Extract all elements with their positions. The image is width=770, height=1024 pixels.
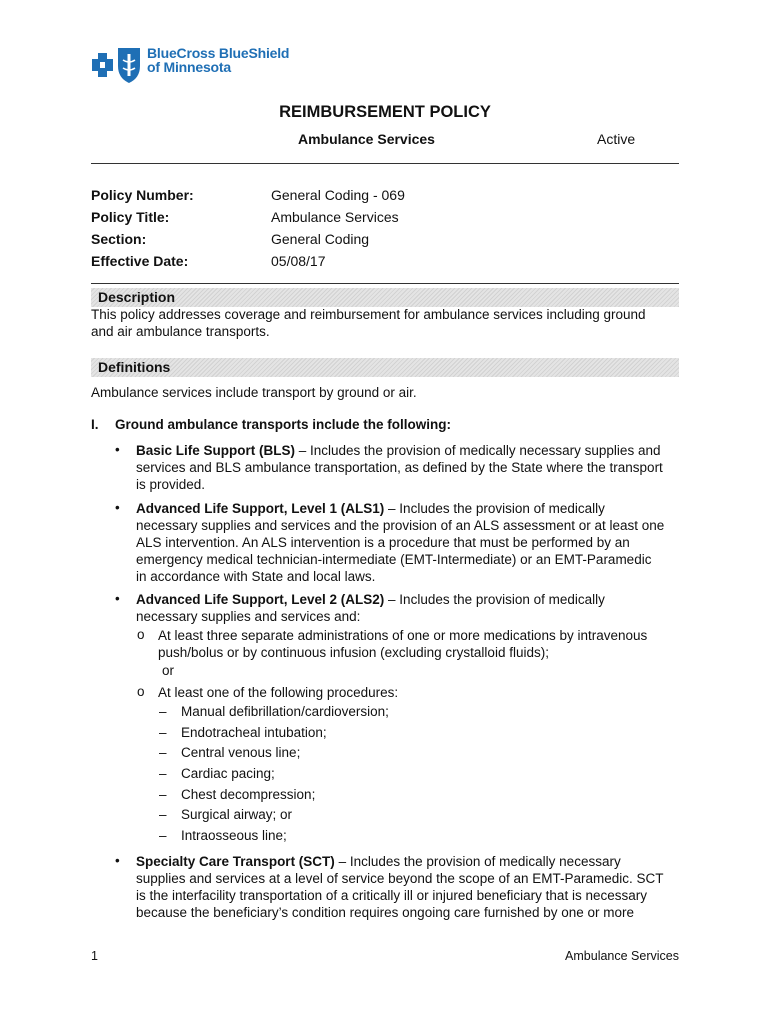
divider [91,283,679,284]
bullet-icon: • [115,500,120,515]
dash-bullet-icon: – [159,704,167,719]
meta-label-effective-date: Effective Date: [91,253,189,269]
dash-bullet-icon: – [159,787,167,802]
meta-value-policy-title: Ambulance Services [271,209,399,225]
procedure-item: Central venous line; [181,745,301,760]
sub-item-medications: At least three separate administrations of one or more medications by intravenous push/bolus or by continuous infusion (excluding crystalloid fluids); [158,628,648,660]
meta-label-policy-title: Policy Title: [91,209,170,225]
definitions-heading: Definitions [98,359,171,375]
circle-bullet-icon: o [137,684,145,699]
divider [91,163,679,164]
dash-bullet-icon: – [159,807,167,822]
section-number: I. [91,417,99,432]
description-heading-bar [91,288,679,307]
procedure-item: Manual defibrillation/cardioversion; [181,704,389,719]
list-item-als2: Advanced Life Support, Level 2 (ALS2) – Includes the provision of medically necessary supplies and services and: [136,592,605,624]
section-title: Ground ambulance transports include the following: [115,417,452,432]
list-item-als1: Advanced Life Support, Level 1 (ALS1) – Includes the provision of medically necessary supplies and services and the provision of an ALS assessment or at least one ALS intervention. An ALS intervention is a procedure that must be performed by an emergency medical technician-intermediate (EMT-Intermediate) or an EMT-Paramedic in accordance with State and local laws. [136,501,665,584]
document-title: REIMBURSEMENT POLICY [279,103,491,121]
shield-symbol-icon [118,48,140,83]
procedure-item: Surgical airway; or [181,807,293,822]
dash-bullet-icon: – [159,828,167,843]
procedure-item: Endotracheal intubation; [181,725,327,740]
policy-status: Active [597,131,636,147]
bullet-icon: • [115,442,120,457]
list-item-sct: Specialty Care Transport (SCT) – Includes the provision of medically necessary supplies and services at a level of service beyond the scope of an EMT-Paramedic. SCT is the interfacility transportation of a critically ill or injured beneficiary that is necessary because the beneficiary’s condition requires ongoing care furnished by one or more [136,854,664,920]
description-heading: Description [98,289,176,305]
definitions-intro: Ambulance services include transport by ground or air. [91,385,417,400]
dash-bullet-icon: – [159,725,167,740]
dash-bullet-icon: – [159,766,167,781]
or-connector: or [162,663,175,678]
org-name: BlueCross BlueShield of Minnesota [147,45,290,75]
definitions-heading-bar [91,358,679,377]
procedure-item: Intraosseous line; [181,828,287,843]
meta-value-effective-date: 05/08/17 [271,253,326,269]
meta-value-policy-number: General Coding - 069 [271,187,405,203]
sub-item-procedures: At least one of the following procedures: [158,685,399,700]
description-text: This policy addresses coverage and reimbursement for ambulance services including ground and air ambulance transports. [91,307,646,339]
procedure-item: Chest decompression; [181,787,316,802]
meta-label-section: Section: [91,231,147,247]
footer-title: Ambulance Services [565,949,679,963]
bullet-icon: • [115,853,120,868]
circle-bullet-icon: o [137,627,145,642]
procedure-item: Cardiac pacing; [181,766,275,781]
meta-value-section: General Coding [271,231,370,247]
policy-subtitle: Ambulance Services [298,131,435,147]
bullet-icon: • [115,591,120,606]
meta-label-policy-number: Policy Number: [91,187,194,203]
cross-symbol-icon [92,53,113,77]
dash-bullet-icon: – [159,745,167,760]
list-item-bls: Basic Life Support (BLS) – Includes the provision of medically necessary supplies and services and BLS ambulance transportation, as defined by the State where the transport is provided. [136,443,663,492]
page-number: 1 [91,949,98,963]
